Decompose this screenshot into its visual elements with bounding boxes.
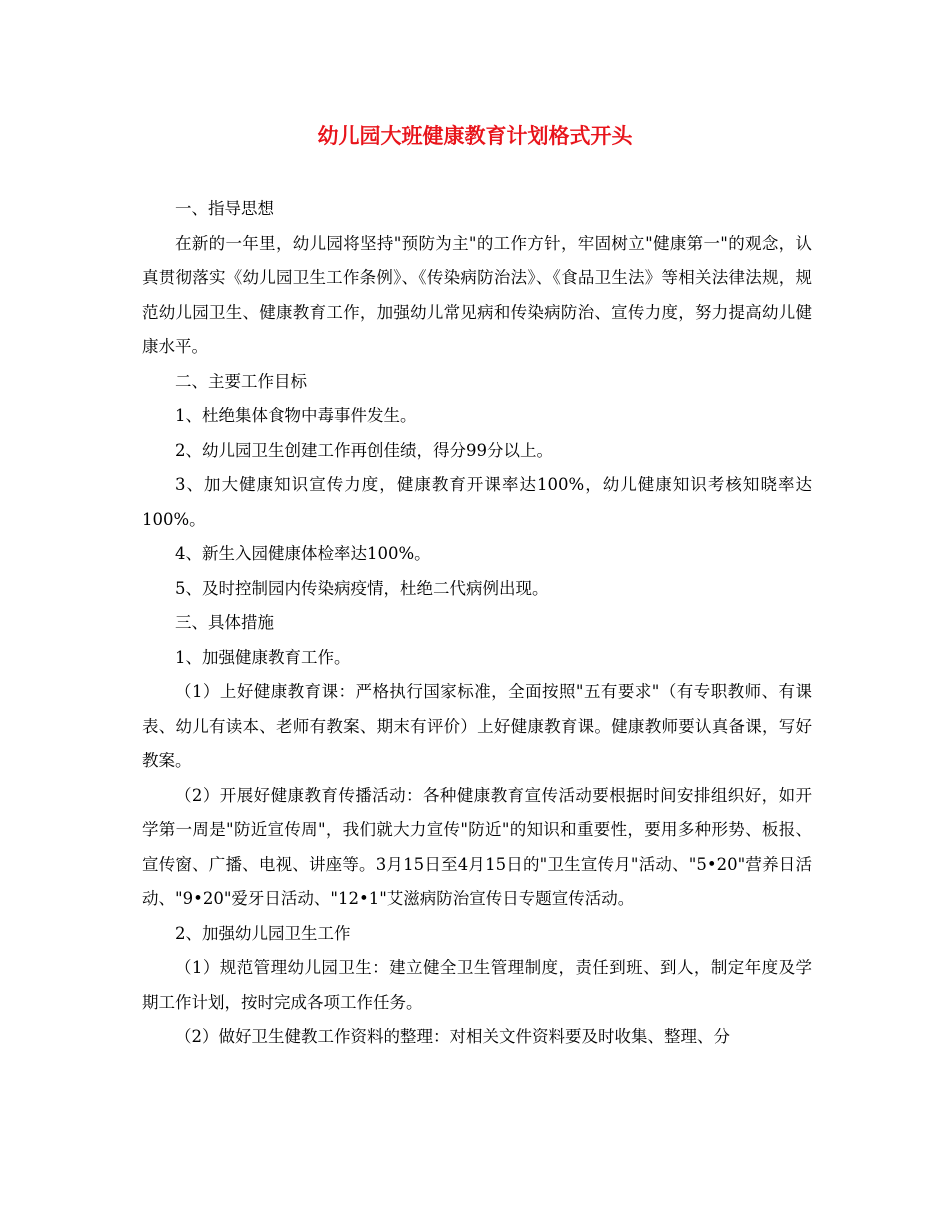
document-title: 幼儿园大班健康教育计划格式开头 (317, 123, 633, 148)
goal-item-4: 4、新生入园健康体检率达100%。 (175, 544, 431, 563)
measure-heading-2: 2、加强幼儿园卫生工作 (175, 923, 351, 943)
goal-item-5: 5、及时控制园内传染病疫情，杜绝二代病例出现。 (175, 578, 549, 598)
measure-item-2-1: （1）规范管理幼儿园卫生：建立健全卫生管理制度，责任到班、到人，制定年度及学期工作计划，按时完成各项工作任务。 (142, 958, 812, 1012)
measure-item-1-2: （2）开展好健康教育传播活动：各种健康教育宣传活动要根据时间安排组织好，如开学第一周是"防近宣传周"，我们就大力宣传"防近"的知识和重要性，要用多种形势、板报、宣传窗、广播、电视、讲座等。3月15日至4月15日的"卫生宣传月"活动、"5•20"营养日活动、"9•20"爱牙日活动、"12•1"艾滋病防治宣传日专题宣传活动。 (142, 785, 812, 908)
measure-item-1-1: （1）上好健康教育课：严格执行国家标准，全面按照"五有要求"（有专职教师、有课表、幼儿有读本、老师有教案、期末有评价）上好健康教育课。健康教师要认真备课，写好教案。 (142, 682, 812, 770)
goal-item-2: 2、幼儿园卫生创建工作再创佳绩，得分99分以上。 (175, 440, 553, 460)
section-heading-main-goals: 二、主要工作目标 (175, 371, 307, 391)
section-heading-guiding-ideology: 一、指导思想 (175, 199, 274, 218)
goal-item-1: 1、杜绝集体食物中毒事件发生。 (175, 406, 417, 425)
measure-heading-1: 1、加强健康教育工作。 (175, 647, 351, 667)
measure-item-2-2: （2）做好卫生健教工作资料的整理：对相关文件资料要及时收集、整理、分 (175, 1027, 730, 1046)
section-heading-measures: 三、具体措施 (175, 613, 274, 632)
paragraph-guiding-ideology: 在新的一年里，幼儿园将坚持"预防为主"的工作方针，牢固树立"健康第一"的观念，认真贯彻落实《幼儿园卫生工作条例》、《传染病防治法》、《食品卫生法》等相关法律法规，规范幼儿园卫生、健康教育工作，加强幼儿常见病和传染病防治、宣传力度，努力提高幼儿健康水平。 (142, 233, 812, 356)
goal-item-3: 3、加大健康知识宣传力度，健康教育开课率达100%，幼儿健康知识考核知晓率达100%。 (142, 475, 812, 529)
document-body (142, 192, 812, 1055)
